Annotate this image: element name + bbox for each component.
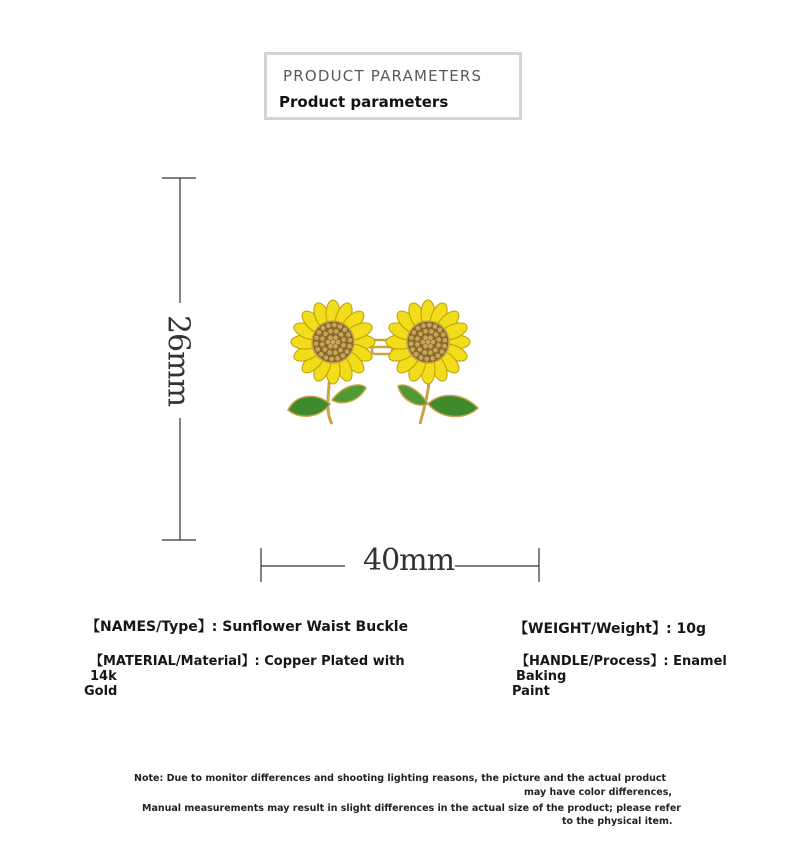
- seed-dot: [416, 326, 421, 331]
- seed-dot: [314, 336, 319, 341]
- note-line-1: Note: Due to monitor differences and shooting lighting reasons, the picture and the actual product: [134, 773, 667, 784]
- seed-dot: [341, 343, 346, 348]
- seed-dot: [338, 324, 343, 329]
- seed-dot: [314, 341, 319, 346]
- seed-dot: [443, 338, 448, 343]
- note-line-4: to the physical item.: [562, 816, 673, 827]
- seed-dot: [433, 324, 438, 329]
- seed-dot: [329, 357, 334, 362]
- seed-dot: [328, 329, 333, 334]
- spec-weight: 【WEIGHT/Weight】: 10g: [514, 621, 706, 637]
- seed-dot: [430, 356, 435, 361]
- seed-dot: [320, 336, 325, 341]
- seed-dot: [317, 330, 322, 335]
- seed-dot: [409, 341, 414, 346]
- seed-dot: [440, 349, 445, 354]
- seed-dot: [347, 344, 352, 349]
- seed-dot: [327, 350, 332, 355]
- seed-dot: [421, 323, 426, 328]
- seed-dot: [427, 323, 432, 328]
- seed-dot: [436, 343, 441, 348]
- header-title-en: PRODUCT PARAMETERS: [283, 67, 483, 85]
- seed-dot: [341, 337, 346, 342]
- seed-dot: [333, 350, 338, 355]
- note-line-2: may have color differences,: [524, 787, 672, 798]
- seed-dot: [343, 328, 348, 333]
- seed-dot: [341, 354, 346, 359]
- note-line-3: Manual measurements may result in slight differences in the actual size of the product; please refer: [142, 803, 681, 814]
- seed-dot: [331, 340, 336, 345]
- spec-handle-line1: 【HANDLE/Process】: Enamel Baking: [516, 654, 727, 684]
- width-dimension-label: 40mm: [363, 543, 455, 578]
- seed-dot: [429, 329, 434, 334]
- seed-dot: [434, 332, 439, 337]
- seed-dot: [319, 352, 324, 357]
- height-dimension-label: 26mm: [160, 314, 196, 407]
- seed-dot: [436, 337, 441, 342]
- seed-dot: [431, 340, 436, 345]
- seed-dot: [428, 344, 433, 349]
- seed-dot: [441, 332, 446, 337]
- spec-handle: [512, 654, 762, 699]
- spec-material-line1: 【MATERIAL/Material】: Copper Plated with 14k: [90, 654, 405, 684]
- seed-dot: [423, 344, 428, 349]
- seed-dot: [332, 323, 337, 328]
- seed-dot: [421, 340, 426, 345]
- seed-dot: [333, 335, 338, 340]
- seed-dot: [442, 344, 447, 349]
- seed-dot: [320, 342, 325, 347]
- seed-dot: [323, 332, 328, 337]
- seed-dot: [339, 332, 344, 337]
- seed-dot: [345, 349, 350, 354]
- seed-dot: [410, 347, 415, 352]
- seed-dot: [423, 335, 428, 340]
- seed-dot: [419, 355, 424, 360]
- seed-dot: [426, 340, 431, 345]
- seed-dot: [335, 356, 340, 361]
- spec-handle-line2: Paint: [512, 684, 550, 699]
- seed-dot: [321, 326, 326, 331]
- seed-dot: [433, 348, 438, 353]
- seed-dot: [328, 335, 333, 340]
- spec-material: [84, 654, 424, 699]
- seed-dot: [422, 350, 427, 355]
- seed-dot: [324, 355, 329, 360]
- seed-dot: [428, 350, 433, 355]
- right-sunflower-head: [386, 300, 470, 384]
- seed-dot: [438, 328, 443, 333]
- spec-material-line2: Gold: [84, 684, 118, 699]
- seed-dot: [418, 332, 423, 337]
- seed-dot: [326, 340, 331, 345]
- sunflower-buckle-image: [288, 300, 478, 424]
- seed-dot: [346, 332, 351, 337]
- seed-dot: [409, 336, 414, 341]
- seed-dot: [424, 357, 429, 362]
- seed-dot: [428, 335, 433, 340]
- seed-dot: [423, 329, 428, 334]
- seed-dot: [334, 329, 339, 334]
- seed-dot: [338, 348, 343, 353]
- seed-dot: [414, 352, 419, 357]
- seed-dot: [326, 323, 331, 328]
- spec-names: 【NAMES/Type】: Sunflower Waist Buckle: [86, 619, 409, 635]
- seed-dot: [436, 354, 441, 359]
- seed-dot: [415, 336, 420, 341]
- seed-dot: [315, 347, 320, 352]
- seed-dot: [412, 330, 417, 335]
- seed-dot: [323, 347, 328, 352]
- seed-dot: [333, 344, 338, 349]
- seed-dot: [348, 338, 353, 343]
- seed-dot: [336, 340, 341, 345]
- seed-dot: [415, 342, 420, 347]
- seed-dot: [418, 347, 423, 352]
- seed-dot: [328, 344, 333, 349]
- header-title-sub: Product parameters: [279, 93, 449, 111]
- left-sunflower-head: [291, 300, 375, 384]
